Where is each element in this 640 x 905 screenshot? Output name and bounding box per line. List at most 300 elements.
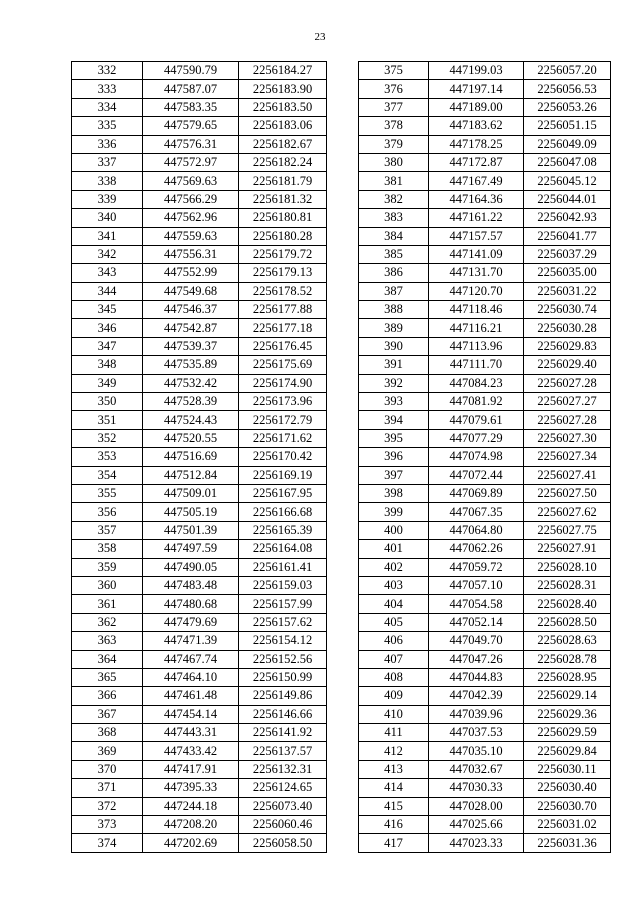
table-row xyxy=(72,834,327,852)
y-coordinate-cell: 2256183.06 xyxy=(239,117,327,135)
x-coordinate-cell: 447178.25 xyxy=(429,135,524,153)
x-coordinate-cell: 447131.70 xyxy=(429,264,524,282)
y-coordinate-cell: 2256152.56 xyxy=(239,650,327,668)
point-number-cell: 332 xyxy=(72,62,143,80)
x-coordinate-cell: 447054.58 xyxy=(429,595,524,613)
x-coordinate-cell: 447118.46 xyxy=(429,301,524,319)
table-row xyxy=(359,484,611,502)
x-coordinate-cell: 447069.89 xyxy=(429,484,524,502)
y-coordinate-cell: 2256172.79 xyxy=(239,411,327,429)
x-coordinate-cell: 447189.00 xyxy=(429,98,524,116)
x-coordinate-cell: 447064.80 xyxy=(429,521,524,539)
table-row xyxy=(359,595,611,613)
y-coordinate-cell: 2256157.62 xyxy=(239,613,327,631)
x-coordinate-cell: 447583.35 xyxy=(143,98,239,116)
y-coordinate-cell: 2256028.10 xyxy=(524,558,611,576)
x-coordinate-cell: 447528.39 xyxy=(143,393,239,411)
table-row xyxy=(359,80,611,98)
table-row xyxy=(72,760,327,778)
y-coordinate-cell: 2256031.22 xyxy=(524,282,611,300)
point-number-cell: 362 xyxy=(72,613,143,631)
x-coordinate-cell: 447579.65 xyxy=(143,117,239,135)
point-number-cell: 369 xyxy=(72,742,143,760)
table-row xyxy=(359,632,611,650)
point-number-cell: 349 xyxy=(72,374,143,392)
y-coordinate-cell: 2256027.91 xyxy=(524,540,611,558)
point-number-cell: 394 xyxy=(359,411,429,429)
point-number-cell: 416 xyxy=(359,816,429,834)
x-coordinate-cell: 447454.14 xyxy=(143,705,239,723)
y-coordinate-cell: 2256030.28 xyxy=(524,319,611,337)
point-number-cell: 356 xyxy=(72,503,143,521)
y-coordinate-cell: 2256157.99 xyxy=(239,595,327,613)
y-coordinate-cell: 2256044.01 xyxy=(524,190,611,208)
x-coordinate-cell: 447062.26 xyxy=(429,540,524,558)
table-row xyxy=(359,411,611,429)
point-number-cell: 393 xyxy=(359,393,429,411)
table-row xyxy=(359,209,611,227)
y-coordinate-cell: 2256027.41 xyxy=(524,466,611,484)
table-row xyxy=(72,632,327,650)
x-coordinate-cell: 447524.43 xyxy=(143,411,239,429)
y-coordinate-cell: 2256154.12 xyxy=(239,632,327,650)
x-coordinate-cell: 447535.89 xyxy=(143,356,239,374)
point-number-cell: 355 xyxy=(72,484,143,502)
x-coordinate-cell: 447111.70 xyxy=(429,356,524,374)
table-row xyxy=(359,337,611,355)
table-row xyxy=(72,98,327,116)
y-coordinate-cell: 2256183.90 xyxy=(239,80,327,98)
coordinates-table-left xyxy=(71,61,327,853)
y-coordinate-cell: 2256149.86 xyxy=(239,687,327,705)
y-coordinate-cell: 2256165.39 xyxy=(239,521,327,539)
table-row xyxy=(359,98,611,116)
y-coordinate-cell: 2256179.13 xyxy=(239,264,327,282)
y-coordinate-cell: 2256056.53 xyxy=(524,80,611,98)
point-number-cell: 340 xyxy=(72,209,143,227)
y-coordinate-cell: 2256177.88 xyxy=(239,301,327,319)
point-number-cell: 333 xyxy=(72,80,143,98)
x-coordinate-cell: 447035.10 xyxy=(429,742,524,760)
table-row xyxy=(359,503,611,521)
x-coordinate-cell: 447479.69 xyxy=(143,613,239,631)
y-coordinate-cell: 2256173.96 xyxy=(239,393,327,411)
x-coordinate-cell: 447183.62 xyxy=(429,117,524,135)
x-coordinate-cell: 447505.19 xyxy=(143,503,239,521)
point-number-cell: 365 xyxy=(72,668,143,686)
y-coordinate-cell: 2256028.95 xyxy=(524,668,611,686)
y-coordinate-cell: 2256027.34 xyxy=(524,448,611,466)
y-coordinate-cell: 2256029.59 xyxy=(524,724,611,742)
point-number-cell: 409 xyxy=(359,687,429,705)
x-coordinate-cell: 447587.07 xyxy=(143,80,239,98)
x-coordinate-cell: 447167.49 xyxy=(429,172,524,190)
y-coordinate-cell: 2256124.65 xyxy=(239,779,327,797)
table-row xyxy=(72,779,327,797)
point-number-cell: 392 xyxy=(359,374,429,392)
table-row xyxy=(359,816,611,834)
x-coordinate-cell: 447059.72 xyxy=(429,558,524,576)
x-coordinate-cell: 447197.14 xyxy=(429,80,524,98)
point-number-cell: 384 xyxy=(359,227,429,245)
point-number-cell: 372 xyxy=(72,797,143,815)
table-row xyxy=(359,319,611,337)
table-row xyxy=(72,209,327,227)
point-number-cell: 397 xyxy=(359,466,429,484)
table-row xyxy=(72,319,327,337)
table-row xyxy=(72,245,327,263)
y-coordinate-cell: 2256030.11 xyxy=(524,760,611,778)
table-row xyxy=(72,282,327,300)
y-coordinate-cell: 2256027.62 xyxy=(524,503,611,521)
y-coordinate-cell: 2256027.28 xyxy=(524,411,611,429)
table-row xyxy=(72,190,327,208)
table-row xyxy=(72,227,327,245)
table-row xyxy=(359,264,611,282)
table-row xyxy=(72,62,327,80)
x-coordinate-cell: 447057.10 xyxy=(429,576,524,594)
point-number-cell: 383 xyxy=(359,209,429,227)
x-coordinate-cell: 447023.33 xyxy=(429,834,524,852)
point-number-cell: 359 xyxy=(72,558,143,576)
table-row xyxy=(359,742,611,760)
x-coordinate-cell: 447077.29 xyxy=(429,429,524,447)
table-row xyxy=(359,117,611,135)
y-coordinate-cell: 2256029.40 xyxy=(524,356,611,374)
point-number-cell: 354 xyxy=(72,466,143,484)
y-coordinate-cell: 2256029.83 xyxy=(524,337,611,355)
point-number-cell: 363 xyxy=(72,632,143,650)
point-number-cell: 380 xyxy=(359,153,429,171)
x-coordinate-cell: 447084.23 xyxy=(429,374,524,392)
x-coordinate-cell: 447032.67 xyxy=(429,760,524,778)
y-coordinate-cell: 2256169.19 xyxy=(239,466,327,484)
x-coordinate-cell: 447443.31 xyxy=(143,724,239,742)
table-row xyxy=(72,429,327,447)
point-number-cell: 390 xyxy=(359,337,429,355)
x-coordinate-cell: 447483.48 xyxy=(143,576,239,594)
point-number-cell: 339 xyxy=(72,190,143,208)
table-row xyxy=(359,153,611,171)
x-coordinate-cell: 447520.55 xyxy=(143,429,239,447)
y-coordinate-cell: 2256028.63 xyxy=(524,632,611,650)
table-row xyxy=(359,613,611,631)
x-coordinate-cell: 447546.37 xyxy=(143,301,239,319)
y-coordinate-cell: 2256047.08 xyxy=(524,153,611,171)
table-row xyxy=(72,650,327,668)
point-number-cell: 358 xyxy=(72,540,143,558)
table-row xyxy=(72,797,327,815)
table-row xyxy=(72,742,327,760)
table-row xyxy=(72,816,327,834)
point-number-cell: 396 xyxy=(359,448,429,466)
x-coordinate-cell: 447028.00 xyxy=(429,797,524,815)
y-coordinate-cell: 2256051.15 xyxy=(524,117,611,135)
x-coordinate-cell: 447172.87 xyxy=(429,153,524,171)
point-number-cell: 405 xyxy=(359,613,429,631)
table-row xyxy=(72,705,327,723)
point-number-cell: 343 xyxy=(72,264,143,282)
point-number-cell: 345 xyxy=(72,301,143,319)
point-number-cell: 348 xyxy=(72,356,143,374)
x-coordinate-cell: 447164.36 xyxy=(429,190,524,208)
point-number-cell: 413 xyxy=(359,760,429,778)
y-coordinate-cell: 2256031.02 xyxy=(524,816,611,834)
table-row xyxy=(359,650,611,668)
y-coordinate-cell: 2256028.50 xyxy=(524,613,611,631)
x-coordinate-cell: 447559.63 xyxy=(143,227,239,245)
point-number-cell: 407 xyxy=(359,650,429,668)
point-number-cell: 367 xyxy=(72,705,143,723)
x-coordinate-cell: 447208.20 xyxy=(143,816,239,834)
table-row xyxy=(359,190,611,208)
y-coordinate-cell: 2256150.99 xyxy=(239,668,327,686)
x-coordinate-cell: 447549.68 xyxy=(143,282,239,300)
y-coordinate-cell: 2256030.40 xyxy=(524,779,611,797)
table-row xyxy=(72,540,327,558)
y-coordinate-cell: 2256164.08 xyxy=(239,540,327,558)
y-coordinate-cell: 2256031.36 xyxy=(524,834,611,852)
x-coordinate-cell: 447161.22 xyxy=(429,209,524,227)
x-coordinate-cell: 447202.69 xyxy=(143,834,239,852)
point-number-cell: 375 xyxy=(359,62,429,80)
point-number-cell: 351 xyxy=(72,411,143,429)
point-number-cell: 360 xyxy=(72,576,143,594)
y-coordinate-cell: 2256181.79 xyxy=(239,172,327,190)
point-number-cell: 406 xyxy=(359,632,429,650)
point-number-cell: 344 xyxy=(72,282,143,300)
table-row xyxy=(359,834,611,852)
point-number-cell: 377 xyxy=(359,98,429,116)
x-coordinate-cell: 447552.99 xyxy=(143,264,239,282)
x-coordinate-cell: 447539.37 xyxy=(143,337,239,355)
point-number-cell: 361 xyxy=(72,595,143,613)
point-number-cell: 389 xyxy=(359,319,429,337)
table-row xyxy=(359,797,611,815)
point-number-cell: 350 xyxy=(72,393,143,411)
y-coordinate-cell: 2256170.42 xyxy=(239,448,327,466)
table-row xyxy=(72,484,327,502)
table-row xyxy=(359,779,611,797)
x-coordinate-cell: 447572.97 xyxy=(143,153,239,171)
table-row xyxy=(359,172,611,190)
x-coordinate-cell: 447532.42 xyxy=(143,374,239,392)
x-coordinate-cell: 447566.29 xyxy=(143,190,239,208)
point-number-cell: 373 xyxy=(72,816,143,834)
table-row xyxy=(359,705,611,723)
x-coordinate-cell: 447542.87 xyxy=(143,319,239,337)
table-row xyxy=(72,117,327,135)
y-coordinate-cell: 2256027.30 xyxy=(524,429,611,447)
x-coordinate-cell: 447417.91 xyxy=(143,760,239,778)
point-number-cell: 376 xyxy=(359,80,429,98)
x-coordinate-cell: 447467.74 xyxy=(143,650,239,668)
y-coordinate-cell: 2256181.32 xyxy=(239,190,327,208)
y-coordinate-cell: 2256159.03 xyxy=(239,576,327,594)
x-coordinate-cell: 447199.03 xyxy=(429,62,524,80)
table-row xyxy=(72,80,327,98)
x-coordinate-cell: 447081.92 xyxy=(429,393,524,411)
table-row xyxy=(72,521,327,539)
point-number-cell: 341 xyxy=(72,227,143,245)
y-coordinate-cell: 2256041.77 xyxy=(524,227,611,245)
y-coordinate-cell: 2256027.28 xyxy=(524,374,611,392)
point-number-cell: 401 xyxy=(359,540,429,558)
x-coordinate-cell: 447025.66 xyxy=(429,816,524,834)
y-coordinate-cell: 2256029.36 xyxy=(524,705,611,723)
table-row xyxy=(359,301,611,319)
y-coordinate-cell: 2256027.27 xyxy=(524,393,611,411)
table-row xyxy=(359,448,611,466)
y-coordinate-cell: 2256030.74 xyxy=(524,301,611,319)
table-row xyxy=(72,724,327,742)
x-coordinate-cell: 447512.84 xyxy=(143,466,239,484)
y-coordinate-cell: 2256053.26 xyxy=(524,98,611,116)
y-coordinate-cell: 2256137.57 xyxy=(239,742,327,760)
point-number-cell: 391 xyxy=(359,356,429,374)
y-coordinate-cell: 2256141.92 xyxy=(239,724,327,742)
table-row xyxy=(72,595,327,613)
point-number-cell: 357 xyxy=(72,521,143,539)
table-row xyxy=(72,356,327,374)
table-row xyxy=(359,576,611,594)
point-number-cell: 334 xyxy=(72,98,143,116)
y-coordinate-cell: 2256045.12 xyxy=(524,172,611,190)
table-body xyxy=(72,62,327,853)
table-row xyxy=(72,301,327,319)
point-number-cell: 415 xyxy=(359,797,429,815)
y-coordinate-cell: 2256029.14 xyxy=(524,687,611,705)
y-coordinate-cell: 2256175.69 xyxy=(239,356,327,374)
x-coordinate-cell: 447590.79 xyxy=(143,62,239,80)
table-row xyxy=(359,724,611,742)
x-coordinate-cell: 447497.59 xyxy=(143,540,239,558)
x-coordinate-cell: 447042.39 xyxy=(429,687,524,705)
point-number-cell: 410 xyxy=(359,705,429,723)
x-coordinate-cell: 447120.70 xyxy=(429,282,524,300)
table-row xyxy=(359,521,611,539)
point-number-cell: 382 xyxy=(359,190,429,208)
table-row xyxy=(72,466,327,484)
point-number-cell: 412 xyxy=(359,742,429,760)
point-number-cell: 411 xyxy=(359,724,429,742)
point-number-cell: 336 xyxy=(72,135,143,153)
x-coordinate-cell: 447079.61 xyxy=(429,411,524,429)
y-coordinate-cell: 2256179.72 xyxy=(239,245,327,263)
table-row xyxy=(359,135,611,153)
table-row xyxy=(72,448,327,466)
point-number-cell: 374 xyxy=(72,834,143,852)
table-row xyxy=(359,429,611,447)
x-coordinate-cell: 447074.98 xyxy=(429,448,524,466)
x-coordinate-cell: 447480.68 xyxy=(143,595,239,613)
y-coordinate-cell: 2256180.81 xyxy=(239,209,327,227)
point-number-cell: 414 xyxy=(359,779,429,797)
y-coordinate-cell: 2256166.68 xyxy=(239,503,327,521)
point-number-cell: 368 xyxy=(72,724,143,742)
y-coordinate-cell: 2256060.46 xyxy=(239,816,327,834)
point-number-cell: 399 xyxy=(359,503,429,521)
x-coordinate-cell: 447433.42 xyxy=(143,742,239,760)
point-number-cell: 379 xyxy=(359,135,429,153)
y-coordinate-cell: 2256057.20 xyxy=(524,62,611,80)
x-coordinate-cell: 447037.53 xyxy=(429,724,524,742)
x-coordinate-cell: 447461.48 xyxy=(143,687,239,705)
x-coordinate-cell: 447113.96 xyxy=(429,337,524,355)
y-coordinate-cell: 2256184.27 xyxy=(239,62,327,80)
table-row xyxy=(359,227,611,245)
y-coordinate-cell: 2256058.50 xyxy=(239,834,327,852)
x-coordinate-cell: 447049.70 xyxy=(429,632,524,650)
table-row xyxy=(72,374,327,392)
x-coordinate-cell: 447556.31 xyxy=(143,245,239,263)
y-coordinate-cell: 2256027.50 xyxy=(524,484,611,502)
y-coordinate-cell: 2256183.50 xyxy=(239,98,327,116)
point-number-cell: 387 xyxy=(359,282,429,300)
y-coordinate-cell: 2256028.31 xyxy=(524,576,611,594)
x-coordinate-cell: 447516.69 xyxy=(143,448,239,466)
x-coordinate-cell: 447501.39 xyxy=(143,521,239,539)
y-coordinate-cell: 2256035.00 xyxy=(524,264,611,282)
point-number-cell: 347 xyxy=(72,337,143,355)
x-coordinate-cell: 447044.83 xyxy=(429,668,524,686)
point-number-cell: 386 xyxy=(359,264,429,282)
table-row xyxy=(359,760,611,778)
y-coordinate-cell: 2256037.29 xyxy=(524,245,611,263)
y-coordinate-cell: 2256176.45 xyxy=(239,337,327,355)
x-coordinate-cell: 447562.96 xyxy=(143,209,239,227)
point-number-cell: 346 xyxy=(72,319,143,337)
table-row xyxy=(72,393,327,411)
x-coordinate-cell: 447490.05 xyxy=(143,558,239,576)
table-row xyxy=(72,411,327,429)
point-number-cell: 378 xyxy=(359,117,429,135)
table-row xyxy=(72,135,327,153)
y-coordinate-cell: 2256042.93 xyxy=(524,209,611,227)
y-coordinate-cell: 2256182.67 xyxy=(239,135,327,153)
point-number-cell: 364 xyxy=(72,650,143,668)
point-number-cell: 402 xyxy=(359,558,429,576)
point-number-cell: 404 xyxy=(359,595,429,613)
y-coordinate-cell: 2256178.52 xyxy=(239,282,327,300)
table-row xyxy=(72,503,327,521)
table-row xyxy=(72,264,327,282)
point-number-cell: 342 xyxy=(72,245,143,263)
x-coordinate-cell: 447072.44 xyxy=(429,466,524,484)
x-coordinate-cell: 447464.10 xyxy=(143,668,239,686)
table-row xyxy=(359,62,611,80)
point-number-cell: 403 xyxy=(359,576,429,594)
x-coordinate-cell: 447157.57 xyxy=(429,227,524,245)
point-number-cell: 388 xyxy=(359,301,429,319)
coordinates-table-right xyxy=(358,61,611,853)
table-row xyxy=(359,558,611,576)
page-number: 23 xyxy=(314,31,326,43)
y-coordinate-cell: 2256028.78 xyxy=(524,650,611,668)
table-row xyxy=(359,282,611,300)
x-coordinate-cell: 447047.26 xyxy=(429,650,524,668)
y-coordinate-cell: 2256029.84 xyxy=(524,742,611,760)
point-number-cell: 408 xyxy=(359,668,429,686)
point-number-cell: 398 xyxy=(359,484,429,502)
point-number-cell: 400 xyxy=(359,521,429,539)
y-coordinate-cell: 2256132.31 xyxy=(239,760,327,778)
point-number-cell: 395 xyxy=(359,429,429,447)
table-row xyxy=(359,374,611,392)
table-row xyxy=(359,393,611,411)
y-coordinate-cell: 2256161.41 xyxy=(239,558,327,576)
point-number-cell: 353 xyxy=(72,448,143,466)
